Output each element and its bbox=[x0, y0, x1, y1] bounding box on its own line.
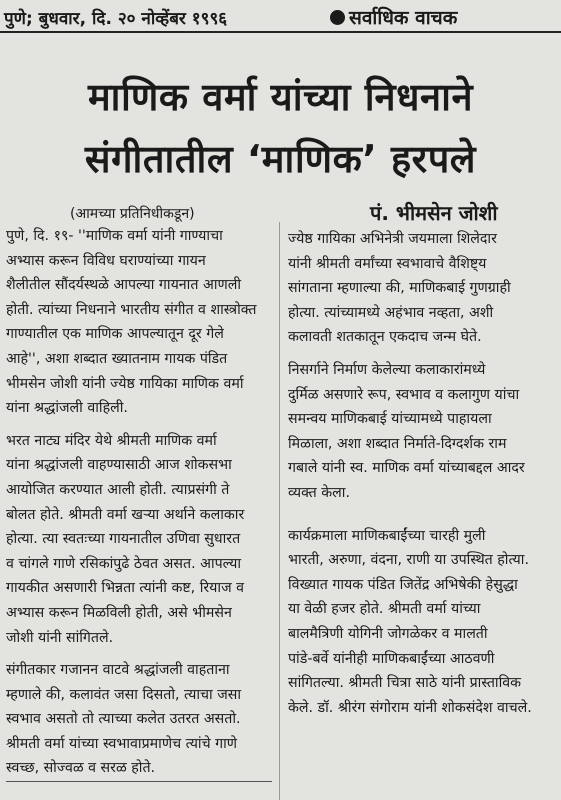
text-line: कलावती शतकातून एकदाच जन्म घेते. bbox=[288, 329, 482, 346]
text-line: मिळाला, अशा शब्दात निर्माते-दिग्दर्शक राम bbox=[288, 435, 507, 452]
text-line: बालमैत्रिणी योगिनी जोगळेकर व मालती bbox=[288, 625, 488, 642]
text-line: पुणे, दि. १९- ''माणिक वर्मा यांनी गाण्याचा bbox=[6, 228, 223, 244]
text-line: समन्वय माणिकबाई यांच्यामध्ये पाहायला bbox=[288, 411, 492, 428]
text-line: यांना श्रद्धांजली वाहण्यासाठी आज शोकसभा bbox=[6, 457, 232, 474]
left-paragraph-3 bbox=[6, 658, 272, 781]
right-paragraph-3 bbox=[288, 524, 554, 721]
text-line: संगीतकार गजानन वाटवे श्रद्धांजली वाहताना bbox=[6, 662, 230, 679]
text-line: होत्या. त्या स्वतःच्या गायनातील उणिवा सुधारत bbox=[6, 531, 241, 548]
bullet-icon bbox=[330, 10, 345, 25]
column-box-rule bbox=[6, 781, 272, 782]
text-line: विख्यात गायक पंडित जितेंद्र अभिषेकी हेसुद्धा bbox=[288, 576, 518, 593]
right-column bbox=[288, 227, 554, 720]
headline-line-2: संगीतातील ‘माणिक’ हरपले bbox=[84, 137, 477, 181]
text-line: कार्यक्रमाला माणिकबाईंच्या चारही मुली bbox=[288, 527, 486, 544]
text-line: म्हणाले की, कलावंत जसा दिसतो, त्याचा जसा bbox=[6, 686, 242, 703]
text-line: पांडे-बर्वे यांनीही माणिकबाईंच्या आठवणी bbox=[288, 650, 495, 667]
text-line: सांगितल्या. श्रीमती चित्रा साठे यांनी प्रास्ताविक bbox=[288, 675, 522, 692]
text-line: ज्येष्ठ गायिका अभिनेत्री जयमाला शिलेदार bbox=[288, 231, 497, 247]
text-line: बोलत होते. श्रीमती वर्मा खऱ्या अर्थाने कलाकार bbox=[6, 506, 245, 523]
text-line: होत्या. त्यांच्यामध्ये अहंभाव नव्हता, अशी bbox=[288, 304, 494, 321]
text-line: गाण्यातील एक माणिक आपल्यातून दूर गेले bbox=[6, 326, 224, 343]
text-line: स्वच्छ, सोज्वळ व सरळ होते. bbox=[6, 760, 156, 777]
masthead-rule bbox=[0, 31, 561, 33]
text-line: जोशी यांनी सांगितले. bbox=[6, 629, 114, 646]
author-byline: पं. भीमसेन जोशी bbox=[370, 201, 498, 225]
text-line: केले. डॉ. श्रीरंग संगोराम यांनी शोकसंदेश वाचले. bbox=[288, 699, 532, 716]
text-line: आहे'', अशा शब्दात ख्यातनाम गायक पंडित bbox=[6, 350, 228, 367]
left-column bbox=[6, 224, 272, 781]
column-divider bbox=[279, 222, 280, 800]
text-line: भरत नाट्य मंदिर येथे श्रीमती माणिक वर्मा bbox=[6, 432, 217, 449]
right-paragraph-2 bbox=[288, 358, 554, 506]
masthead-tagline bbox=[330, 4, 561, 30]
text-line: यांना श्रद्धांजली वाहिली. bbox=[6, 400, 128, 417]
text-line: शैलीतील सौंदर्यस्थळे आपल्या गायनात आणली bbox=[6, 277, 241, 294]
text-line: भारती, अरुणा, वंदना, राणी या उपस्थित होत्या. bbox=[288, 552, 529, 569]
text-line: गायकीत असणारी भिन्नता त्यांनी कष्ट, रियाज व bbox=[6, 580, 244, 597]
text-line: दुर्मिळ असणारे रूप, स्वभाव व कलागुण यांचा bbox=[288, 386, 520, 403]
text-line: भीमसेन जोशी यांनी ज्येष्ठ गायिका माणिक वर्मा bbox=[6, 375, 244, 392]
text-line: व्यक्त केला. bbox=[288, 484, 350, 501]
headline-line-1: माणिक वर्मा यांच्या निधनाने bbox=[87, 75, 474, 119]
text-line: होती. त्यांच्या निधनाने भारतीय संगीत व शास्त्रोक्त bbox=[6, 301, 257, 318]
tagline-text: सर्वाधिक वाचक bbox=[349, 7, 458, 29]
left-paragraph-2 bbox=[6, 429, 272, 650]
text-line: अभ्यास करून मिळविली होती, असे भीमसेन bbox=[6, 604, 232, 621]
text-line: निसर्गाने निर्माण केलेल्या कलाकारांमध्ये bbox=[288, 361, 486, 378]
text-line: व चांगले गाणे रसिकांपुढे ठेवत असत. आपल्या bbox=[6, 555, 242, 572]
text-line: गबाले यांनी स्व. माणिक वर्मा यांच्याबद्दल आदर bbox=[288, 460, 525, 477]
text-line: सांगताना म्हणाल्या की, माणिकबाई गुणग्राही bbox=[288, 280, 511, 297]
text-line: श्रीमती वर्मा यांच्या स्वभावाप्रमाणेच त्यांचे गाणे bbox=[6, 735, 238, 752]
right-paragraph-1 bbox=[288, 227, 554, 350]
left-paragraph-1 bbox=[6, 224, 272, 421]
dateline: पुणे; बुधवार, दि. २० नोव्हेंबर १९९६ bbox=[4, 9, 228, 29]
text-line: आयोजित करण्यात आली होती. त्याप्रसंगी ते bbox=[6, 481, 230, 498]
text-line: अभ्यास करून विविध घराण्यांच्या गायन bbox=[6, 252, 206, 269]
text-line: स्वभाव असतो तो त्याच्या कलेत उतरत असतो. bbox=[6, 711, 241, 728]
text-line: या वेळी हजर होते. श्रीमती वर्मा यांच्या bbox=[288, 601, 481, 618]
agency-byline: (आमच्या प्रतिनिधीकडून) bbox=[70, 206, 195, 222]
text-line: यांनी श्रीमती वर्मांच्या स्वभावाचे वैशिष्ट्य bbox=[288, 255, 487, 272]
headline bbox=[0, 66, 561, 190]
